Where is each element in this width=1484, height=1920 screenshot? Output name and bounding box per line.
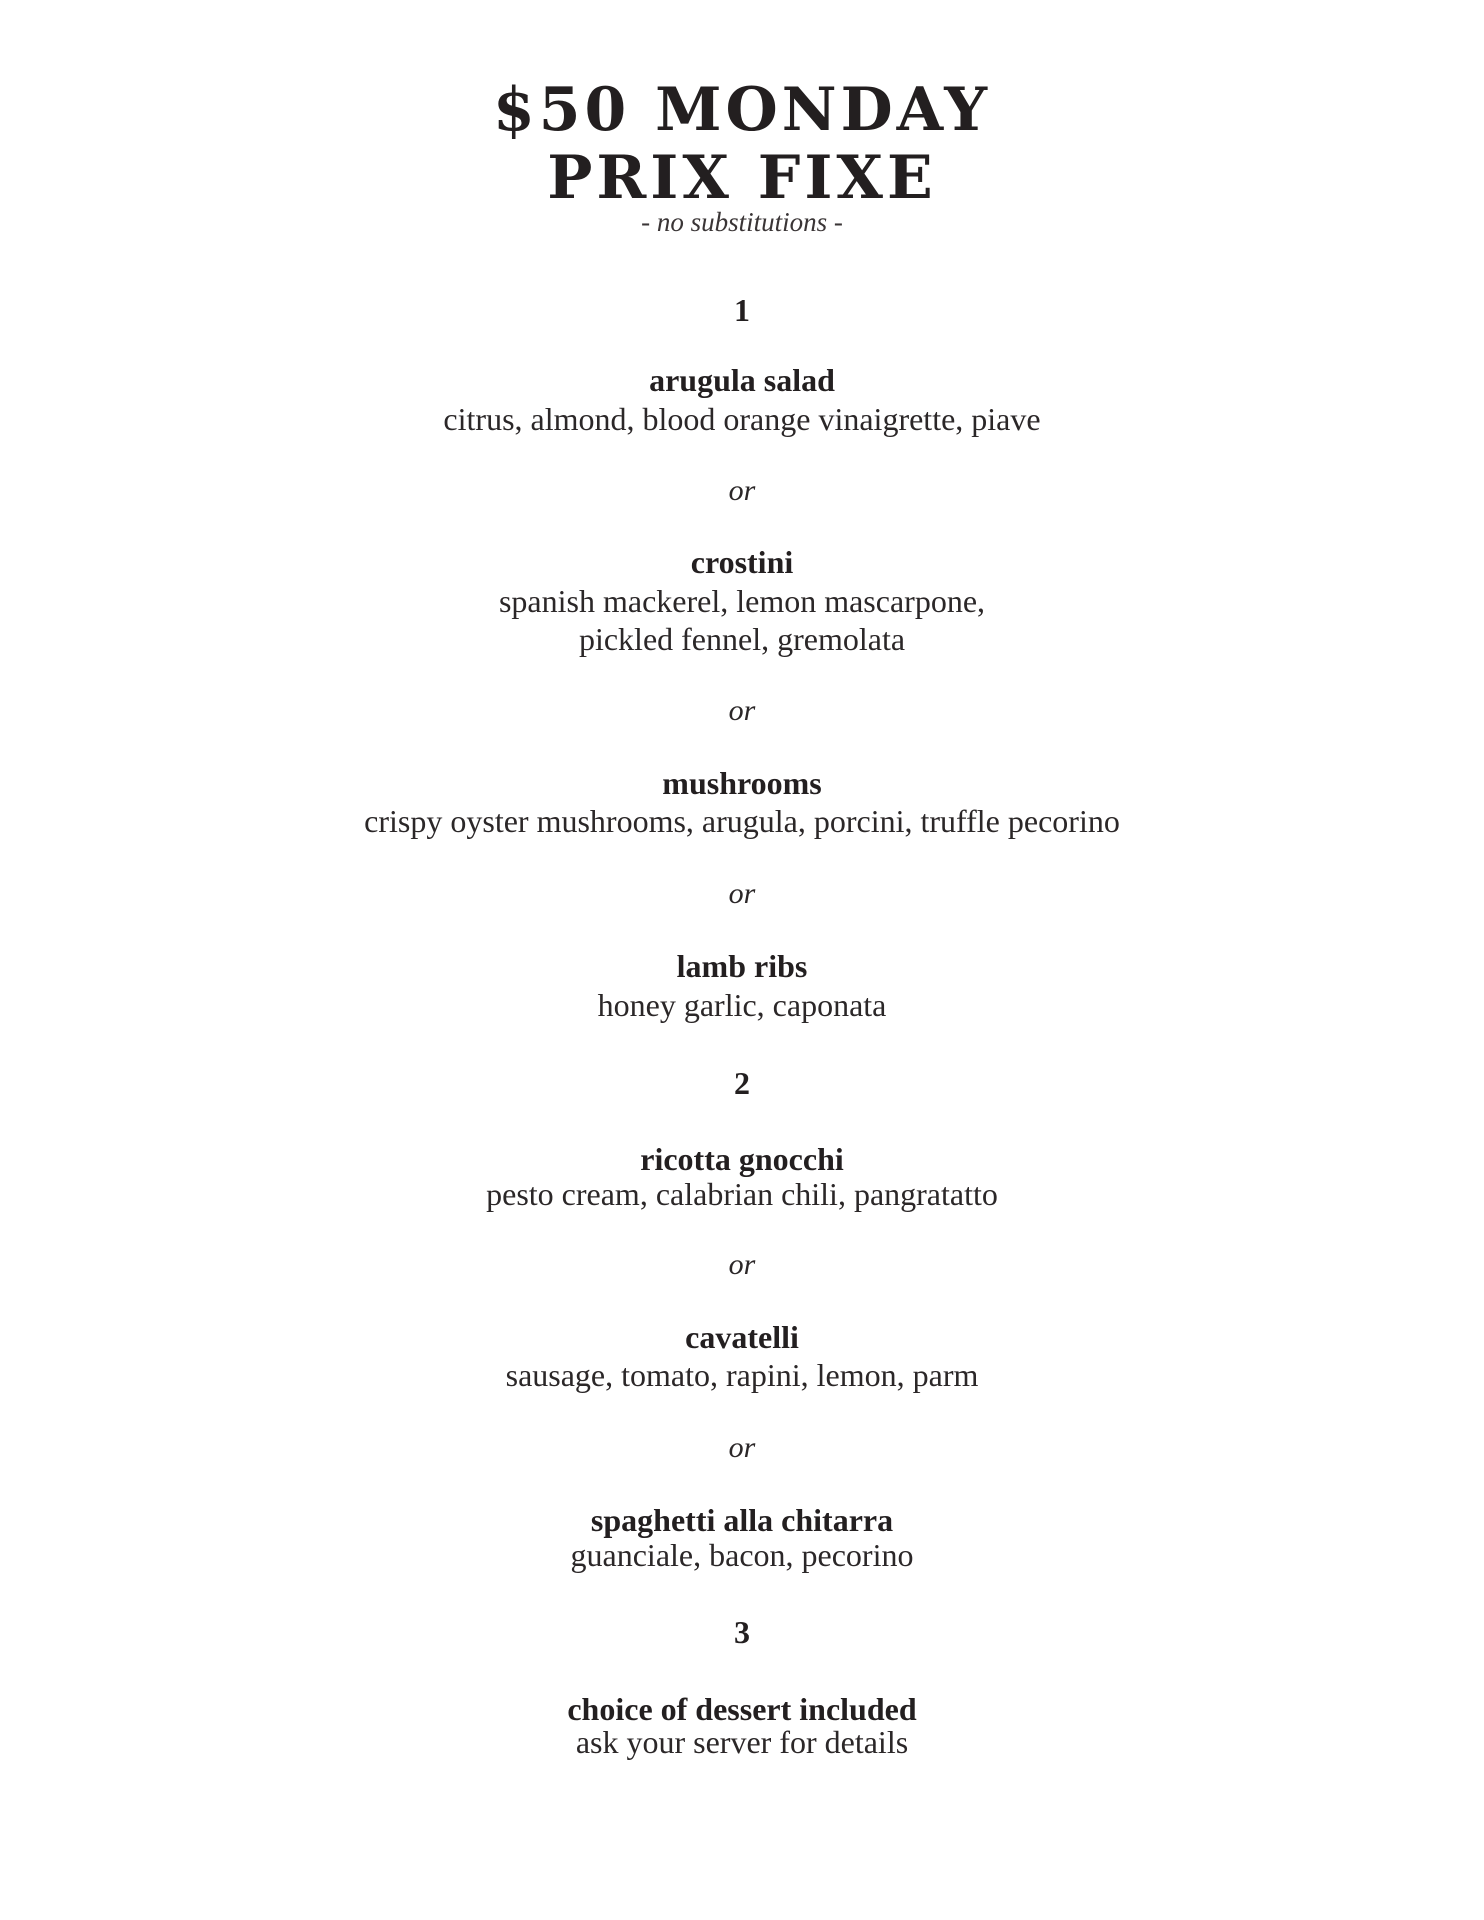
- dish-desc-crostini-line-1: spanish mackerel, lemon mascarpone,: [498, 583, 986, 619]
- dish-name-spaghetti-alla-chitarra: spaghetti alla chitarra: [590, 1502, 894, 1538]
- dish-name-mushrooms: mushrooms: [662, 765, 822, 801]
- dish-name-cavatelli: cavatelli: [685, 1319, 799, 1355]
- dish-desc-arugula-salad: citrus, almond, blood orange vinaigrette, piave: [443, 401, 1041, 437]
- course-number-1: 1: [734, 292, 750, 328]
- or-separator: or: [728, 1248, 756, 1281]
- dish-name-lamb-ribs: lamb ribs: [676, 948, 808, 984]
- menu-subtitle: - no substitutions -: [641, 207, 843, 237]
- or-separator: or: [728, 1431, 756, 1464]
- or-separator: or: [728, 694, 756, 727]
- dish-desc-crostini-line-2: pickled fennel, gremolata: [578, 621, 906, 657]
- dish-desc-spaghetti-alla-chitarra: guanciale, bacon, pecorino: [570, 1537, 914, 1573]
- menu-title-line-2: PRIX FIXE: [547, 143, 937, 213]
- dish-name-arugula-salad: arugula salad: [649, 362, 835, 398]
- dish-desc-mushrooms: crispy oyster mushrooms, arugula, porcini, truffle pecorino: [364, 803, 1120, 839]
- dish-name-crostini: crostini: [690, 544, 794, 580]
- dish-desc-cavatelli: sausage, tomato, rapini, lemon, parm: [505, 1357, 979, 1393]
- or-separator: or: [728, 474, 756, 507]
- dish-desc-ricotta-gnocchi: pesto cream, calabrian chili, pangratatto: [486, 1176, 998, 1212]
- dish-name-ricotta-gnocchi: ricotta gnocchi: [640, 1141, 844, 1177]
- course-number-3: 3: [734, 1614, 750, 1650]
- menu-title-line-1: $50 MONDAY: [492, 75, 992, 145]
- dish-desc-choice-of-dessert: ask your server for details: [575, 1724, 909, 1760]
- dish-name-choice-of-dessert: choice of dessert included: [567, 1691, 917, 1727]
- or-separator: or: [728, 877, 756, 910]
- course-number-2: 2: [734, 1065, 750, 1101]
- dish-desc-lamb-ribs: honey garlic, caponata: [597, 987, 887, 1023]
